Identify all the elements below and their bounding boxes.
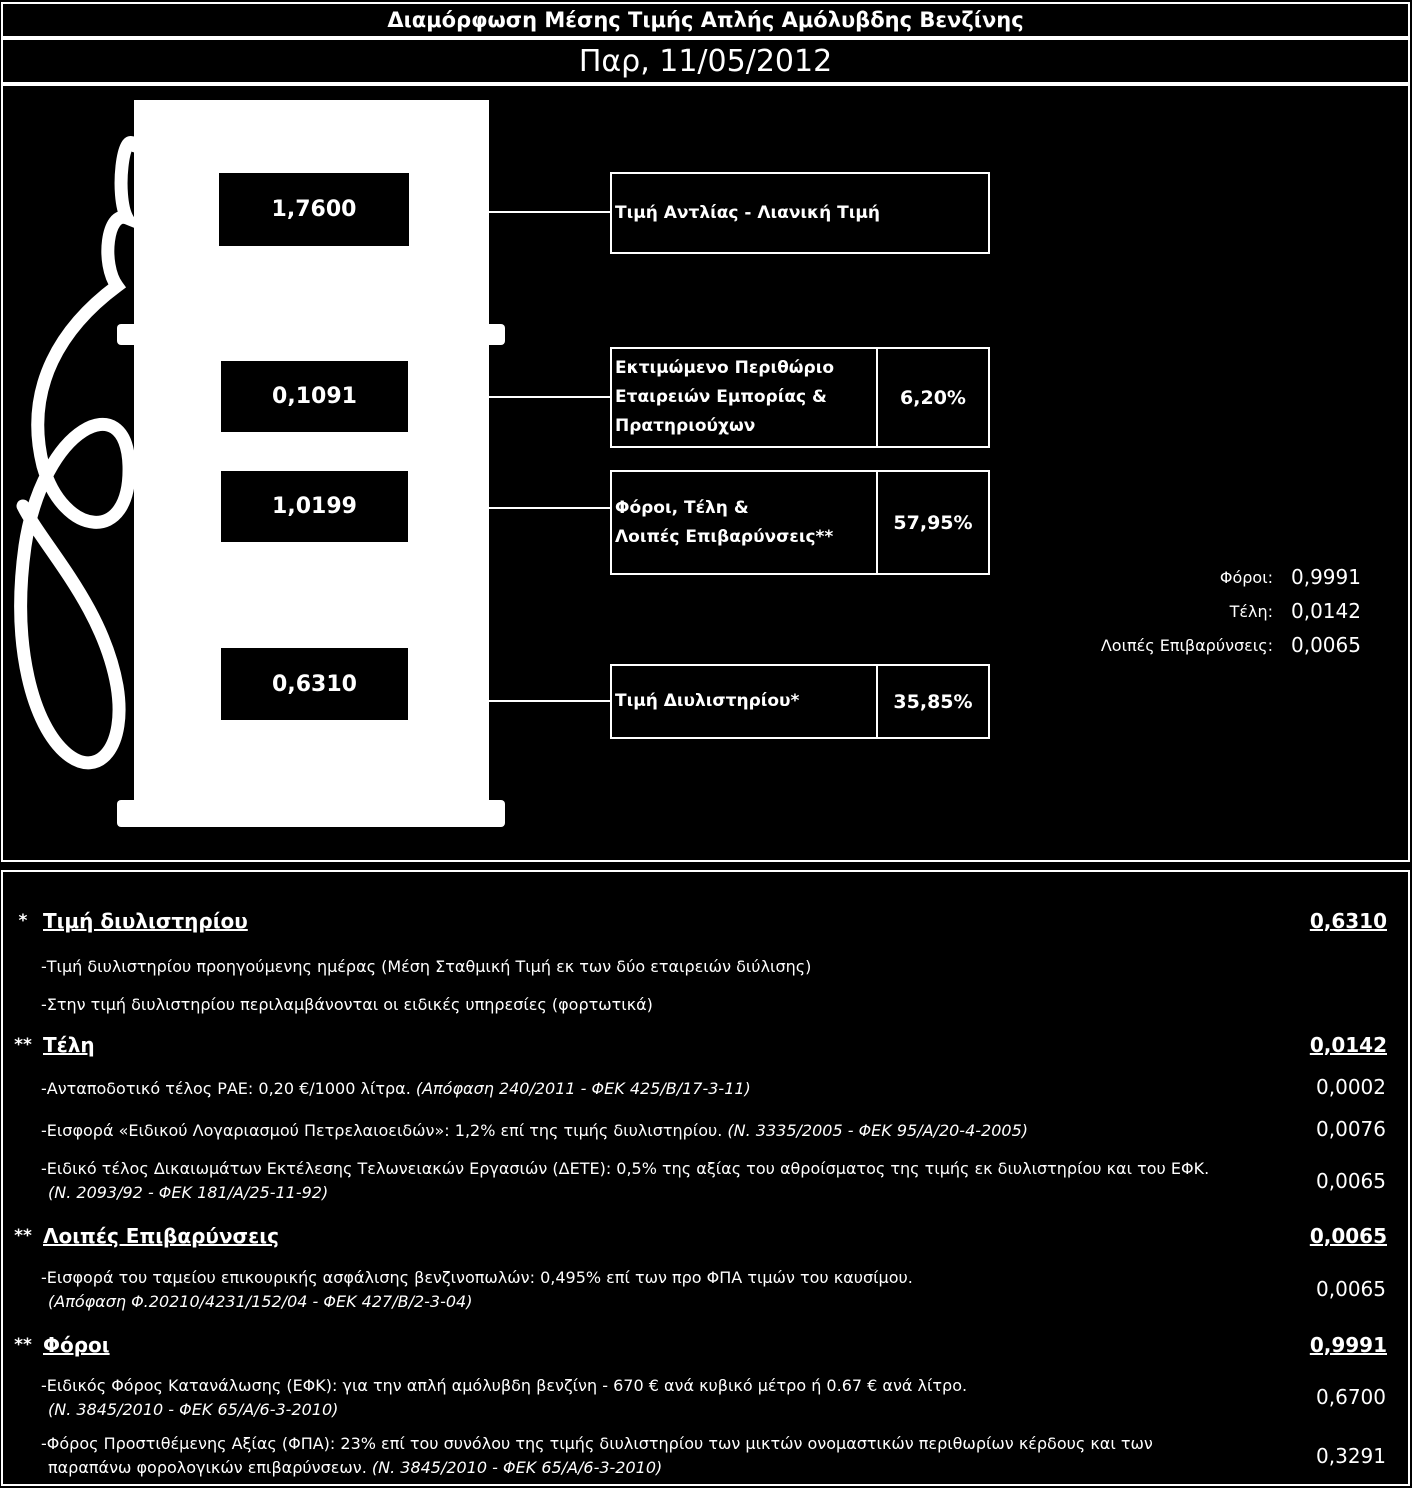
note-text: -Φόρος Προστιθέμενης Αξίας (ΦΠΑ): 23% επί του συνόλου της τιμής διυλιστηρίου των μικτών ονομαστικών περιθωρίων κέρδους και των: [41, 1434, 1153, 1453]
breakdown-row-fees: [1073, 594, 1393, 628]
section-other-charges: [3, 1221, 1407, 1251]
note-value: 0,6700: [1316, 1385, 1386, 1409]
taxes-label-box: [610, 470, 990, 575]
section-refinery: [3, 906, 1407, 936]
breakdown-value: 0,0065: [1291, 633, 1361, 657]
retail-price-value: [219, 173, 409, 246]
note-item: [41, 1374, 1271, 1422]
note-text: -Ειδικός Φόρος Κατανάλωσης (ΕΦΚ): για την απλή αμόλυβδη βενζίνη - 670 € ανά κυβικό μέτρο ή 0.67 € ανά λίτρο.: [41, 1376, 968, 1395]
section-marker: *: [18, 911, 28, 931]
taxes-label-line-2: Λοιπές Επιβαρύνσεις**: [615, 526, 834, 547]
note-reference: (Ν. 3845/2010 - ΦΕΚ 65/Α/6-3-2010): [371, 1458, 663, 1477]
taxes-value-text: 1,0199: [272, 494, 357, 519]
note-item: [41, 993, 1271, 1017]
note-item: [41, 1157, 1271, 1205]
breakdown-row-other: [1073, 628, 1393, 662]
note-text: -Ειδικό τέλος Δικαιωμάτων Εκτέλεσης Τελωνειακών Εργασιών (ΔΕΤΕ): 0,5% της αξίας του αθροίσματος της τιμής εκ διυλιστηρίου και του ΕΦΚ.: [41, 1159, 1210, 1178]
margin-label-box: [610, 347, 990, 448]
note-reference: (Ν. 3335/2005 - ΦΕΚ 95/Α/20-4-2005): [727, 1121, 1028, 1140]
note-item: [41, 1266, 1271, 1314]
section-total: 0,6310: [1309, 909, 1387, 933]
note-reference: (Απόφαση Φ.20210/4231/152/04 - ΦΕΚ 427/Β/2-3-04): [48, 1292, 473, 1311]
margin-label-line-2: Εταιρειών Εμπορίας &: [615, 387, 827, 407]
margin-label-line-1: Εκτιμώμενο Περιθώριο: [615, 358, 835, 378]
margin-percent: 6,20%: [876, 349, 988, 446]
taxes-label: [612, 472, 876, 573]
taxes-breakdown: [1073, 560, 1393, 662]
margin-value-text: 0,1091: [272, 384, 357, 409]
note-text: -Τιμή διυλιστηρίου προηγούμενης ημέρας (Μέση Σταθμική Τιμή εκ των δύο εταιρειών διύλισης): [41, 957, 812, 976]
breakdown-label: Λοιπές Επιβαρύνσεις:: [1100, 635, 1273, 655]
note-value: 0,0065: [1316, 1277, 1386, 1301]
retail-label: Τιμή Αντλίας - Λιανική Τιμή: [615, 202, 880, 223]
breakdown-label: Τέλη:: [1229, 601, 1273, 621]
pump-collar: [117, 324, 505, 345]
note-item: [41, 1119, 1271, 1143]
retail-price-text: 1,7600: [271, 197, 357, 222]
breakdown-row-taxes: [1073, 560, 1393, 594]
page-title-text: Διαμόρφωση Μέσης Τιμής Απλής Αμόλυβδης Βενζίνης: [387, 8, 1024, 32]
note-value: 0,3291: [1316, 1444, 1386, 1468]
note-reference: (Απόφαση 240/2011 - ΦΕΚ 425/Β/17-3-11): [415, 1079, 751, 1098]
taxes-percent: 57,95%: [876, 472, 988, 573]
note-text: -Εισφορά του ταμείου επικουρικής ασφάλισης βενζινοπωλών: 0,495% επί των προ ΦΠΑ τιμών του καυσίμου.: [41, 1268, 913, 1287]
refinery-label-box: [610, 664, 990, 739]
section-marker: **: [14, 1035, 32, 1055]
section-marker: **: [14, 1226, 32, 1246]
date-text: Παρ, 11/05/2012: [578, 43, 833, 79]
taxes-value: [221, 471, 408, 542]
section-marker: **: [14, 1335, 32, 1355]
note-reference: (Ν. 3845/2010 - ΦΕΚ 65/Α/6-3-2010): [48, 1400, 339, 1419]
note-text: -Στην τιμή διυλιστηρίου περιλαμβάνονται οι ειδικές υπηρεσίες (φορτωτικά): [41, 995, 653, 1014]
section-heading: Τέλη: [43, 1033, 95, 1057]
section-fees: [3, 1030, 1407, 1060]
section-total: 0,0142: [1309, 1033, 1387, 1057]
section-heading: Τιμή διυλιστηρίου: [43, 909, 248, 933]
note-value: 0,0065: [1316, 1169, 1386, 1193]
note-item: [41, 1432, 1271, 1480]
breakdown-value: 0,9991: [1291, 565, 1361, 589]
section-total: 0,0065: [1309, 1224, 1387, 1248]
connector-taxes: [489, 507, 611, 509]
page-title: [1, 2, 1410, 38]
section-heading: Φόροι: [43, 1333, 110, 1357]
refinery-price-text: 0,6310: [272, 671, 357, 697]
section-total: 0,9991: [1309, 1333, 1387, 1357]
pump-base: [117, 800, 505, 827]
margin-value: [221, 361, 408, 432]
note-text-continued: [41, 1456, 1271, 1480]
taxes-label-line-1: Φόροι, Τέλη &: [615, 497, 749, 518]
section-heading: Λοιπές Επιβαρύνσεις: [43, 1224, 279, 1248]
note-text: παραπάνω φορολογικών επιβαρύνσεων.: [48, 1458, 372, 1477]
section-taxes: [3, 1330, 1407, 1360]
note-item: [41, 955, 1271, 979]
margin-label: [612, 349, 876, 446]
note-item: [41, 1077, 1271, 1101]
notes-panel: [1, 870, 1410, 1486]
connector-retail: [489, 211, 611, 213]
breakdown-label: Φόροι:: [1219, 567, 1273, 587]
breakdown-value: 0,0142: [1291, 599, 1361, 623]
fuel-hose-icon: [3, 86, 143, 856]
refinery-label: Τιμή Διυλιστηρίου*: [615, 691, 800, 711]
retail-label-box: [610, 172, 990, 254]
note-value: 0,0002: [1316, 1075, 1386, 1099]
note-text: -Ανταποδοτικό τέλος ΡΑΕ: 0,20 €/1000 λίτρα.: [41, 1079, 416, 1098]
pump-panel: [1, 84, 1410, 862]
connector-margin: [489, 396, 611, 398]
note-reference: (Ν. 2093/92 - ΦΕΚ 181/Α/25-11-92): [48, 1183, 329, 1202]
refinery-price-value: [221, 648, 408, 720]
margin-label-line-3: Πρατηριούχων: [615, 416, 756, 436]
connector-refinery: [489, 700, 611, 702]
date-bar: [1, 38, 1410, 84]
note-value: 0,0076: [1316, 1117, 1386, 1141]
note-text: -Εισφορά «Ειδικού Λογαριασμού Πετρελαιοειδών»: 1,2% επί της τιμής διυλιστηρίου.: [41, 1121, 728, 1140]
refinery-percent: 35,85%: [876, 666, 988, 737]
